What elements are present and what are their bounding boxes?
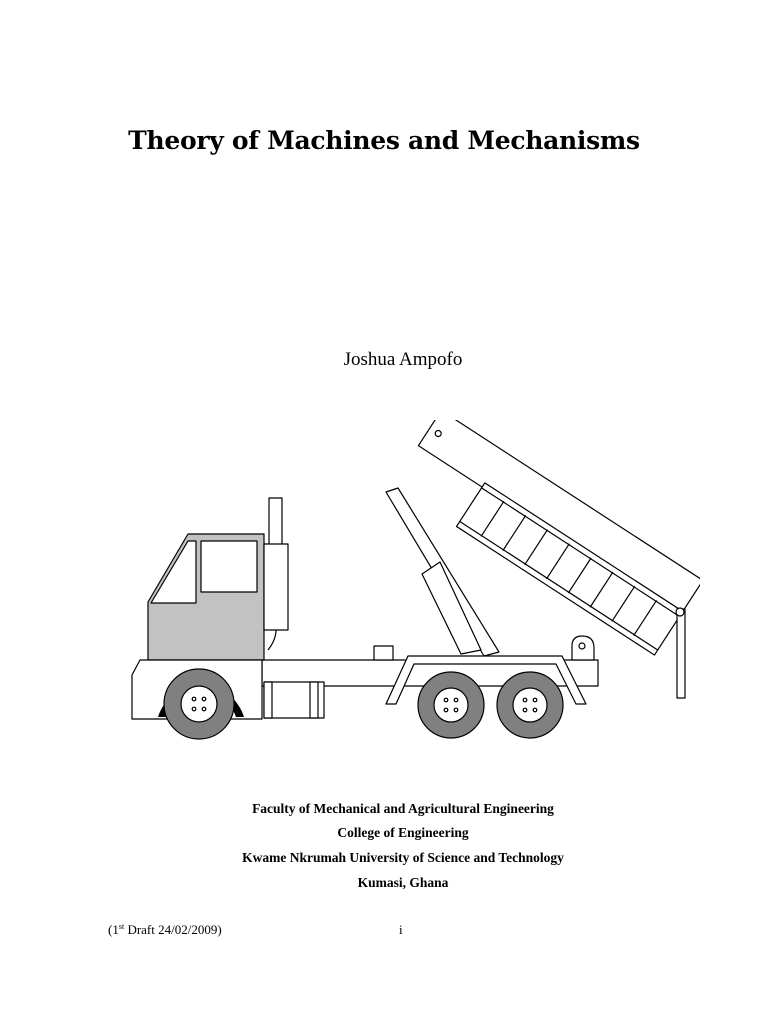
page-title: Theory of Machines and Mechanisms	[128, 126, 640, 155]
tipping-bed	[393, 420, 700, 655]
college-line: College of Engineering	[337, 825, 469, 840]
draft-note	[108, 922, 222, 938]
dump-truck-illustration	[120, 420, 700, 750]
page-number: i	[399, 922, 403, 937]
location-line: Kumasi, Ghana	[357, 875, 449, 890]
faculty-line: Faculty of Mechanical and Agricultural Engineering	[252, 801, 554, 816]
draft-superscript: st	[118, 922, 125, 931]
author-name: Joshua Ampofo	[343, 349, 463, 370]
university-line: Kwame Nkrumah University of Science and Technology	[242, 850, 564, 865]
draft-suffix: Draft 24/02/2009)	[124, 922, 222, 937]
draft-prefix: (1	[108, 922, 119, 937]
